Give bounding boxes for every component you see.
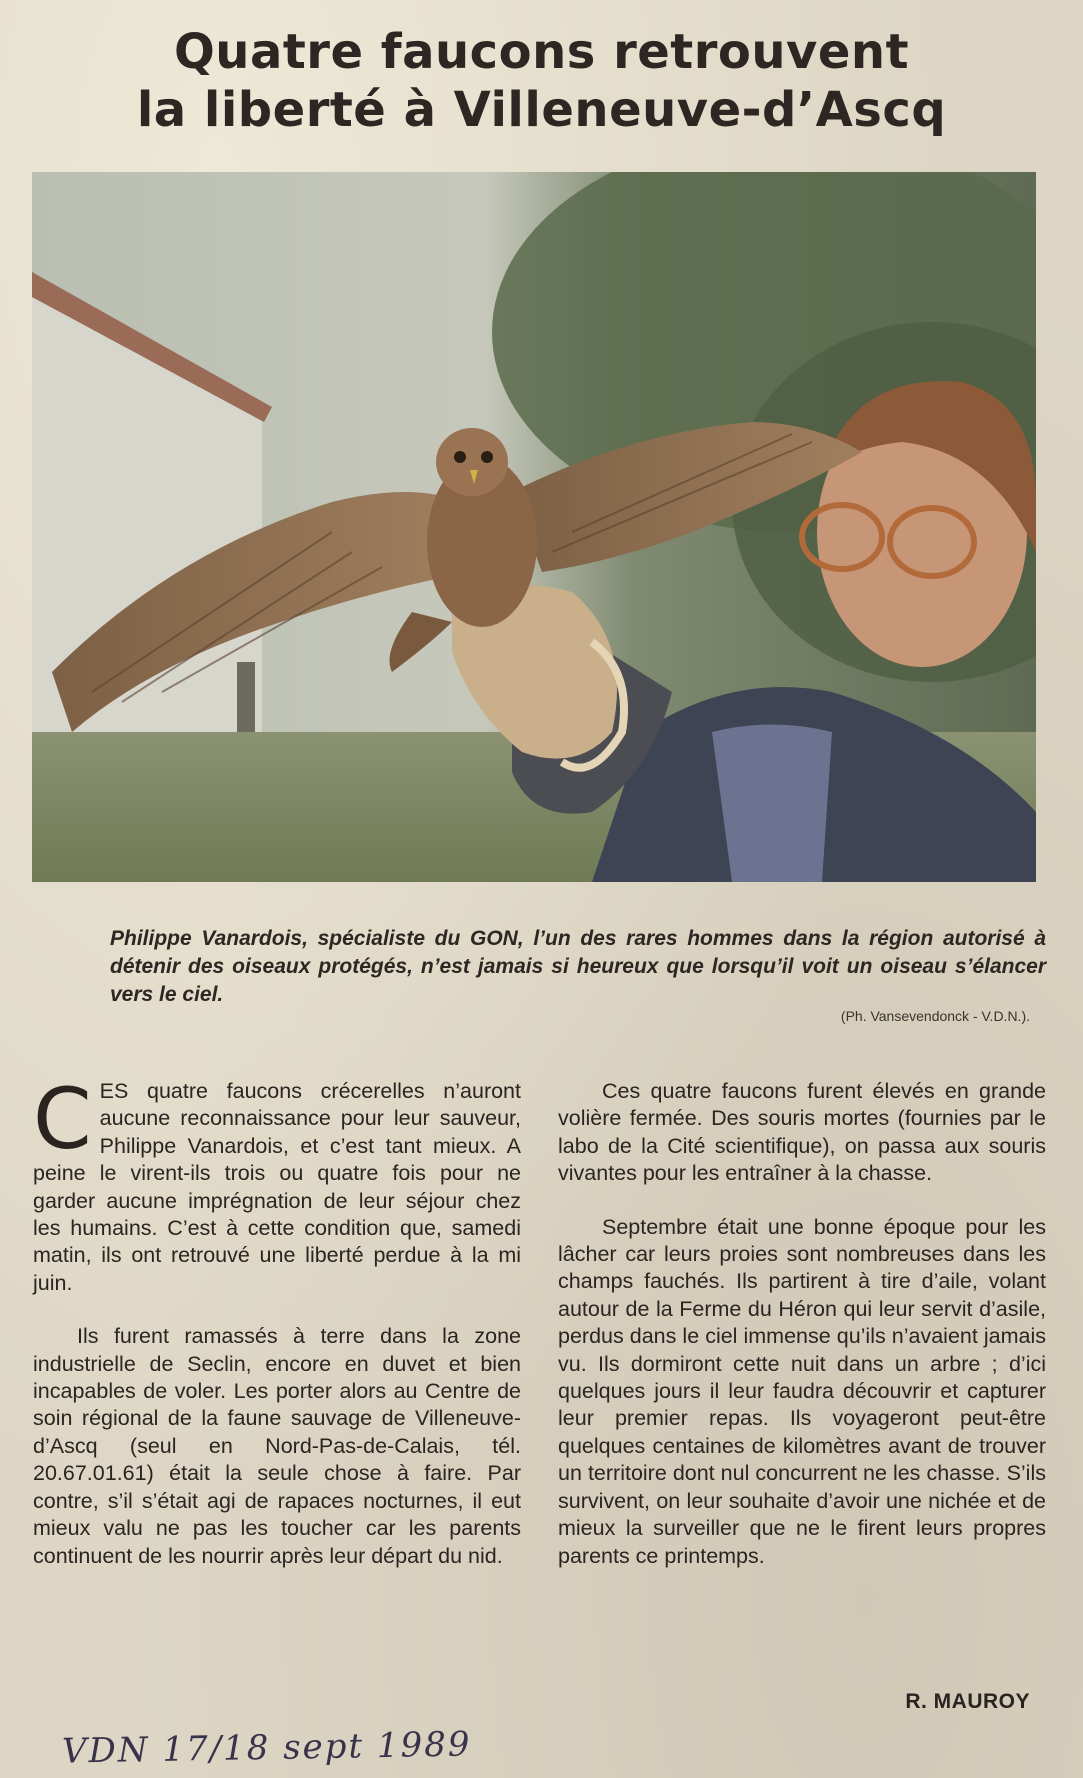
drop-cap: C: [33, 1070, 92, 1168]
handwritten-date-note: VDN 17/18 sept 1989: [61, 1724, 472, 1772]
headline-line-2: la liberté à Villeneuve-d’Ascq: [136, 82, 947, 138]
article-photo: [32, 172, 1036, 882]
author-signature: R. MAUROY: [905, 1690, 1030, 1713]
photo-caption: Philippe Vanardois, spécialiste du GON, l’un des rares hommes dans la région autorisé à détenir des oiseaux protégés, n’est jamais si heureux que lorsqu’il voit un oiseau s’élancer vers le ciel.: [110, 927, 1046, 1006]
paragraph: Ces quatre faucons furent élevés en grande volière fermée. Des souris mortes (fournies par le labo de la Cité scientifique), on passa aux souris vivantes pour les entraîner à la chasse.: [558, 1079, 1046, 1186]
headline-line-1: Quatre faucons retrouvent: [173, 24, 910, 80]
paragraph-text: ES quatre faucons crécerelles n’auront aucune reconnaissance pour leur sauveur, Philippe Vanardois, et c’est tant mieux. A peine le virent-ils trois ou quatre fois pour ne garder aucune imprégnation de leur séjour chez les humains. C’est à cette condition que, samedi matin, ils ont retrouvé une liberté perdue à la mi juin.: [33, 1079, 521, 1295]
paragraph: [33, 1070, 521, 1297]
photo-credit: (Ph. Vansevendonck - V.D.N.).: [840, 1008, 1030, 1024]
article-column-left: [33, 1070, 521, 1596]
article-column-right: [558, 1078, 1046, 1596]
paragraph: Ils furent ramassés à terre dans la zone industrielle de Seclin, encore en duvet et bien incapables de voler. Les porter alors au Centre de soin régional de la faune sauvage de Villeneuve-d’Ascq (seul en Nord-Pas-de-Calais, tél. 20.67.01.61) était la seule chose à faire. Par contre, s’il s’était agi de rapaces nocturnes, il eut mieux valu ne pas les toucher car les parents continuent de les nourrir après leur départ du nid.: [33, 1324, 521, 1568]
photo-falcon-and-man: [32, 172, 1036, 882]
paragraph: Septembre était une bonne époque pour les lâcher car leurs proies sont nombreuses dans les champs fauchés. Ils partirent à tire d’aile, volant autour de la Ferme du Héron qui leur servit d’asile, perdus dans le ciel immense qu’ils n’avaient jamais vu. Ils dormiront cette nuit dans un arbre ; d’ici quelques jours il leur faudra découvrir et capturer leur premier repas. Ils voyageront peut-être quelques centaines de kilomètres avant de trouver un territoire dont nul concurrent ne les chasse. S’ils survivent, on leur souhaite d’avoir une nichée et de mieux la surveiller que ne le firent leurs propres parents ce printemps.: [558, 1214, 1046, 1568]
